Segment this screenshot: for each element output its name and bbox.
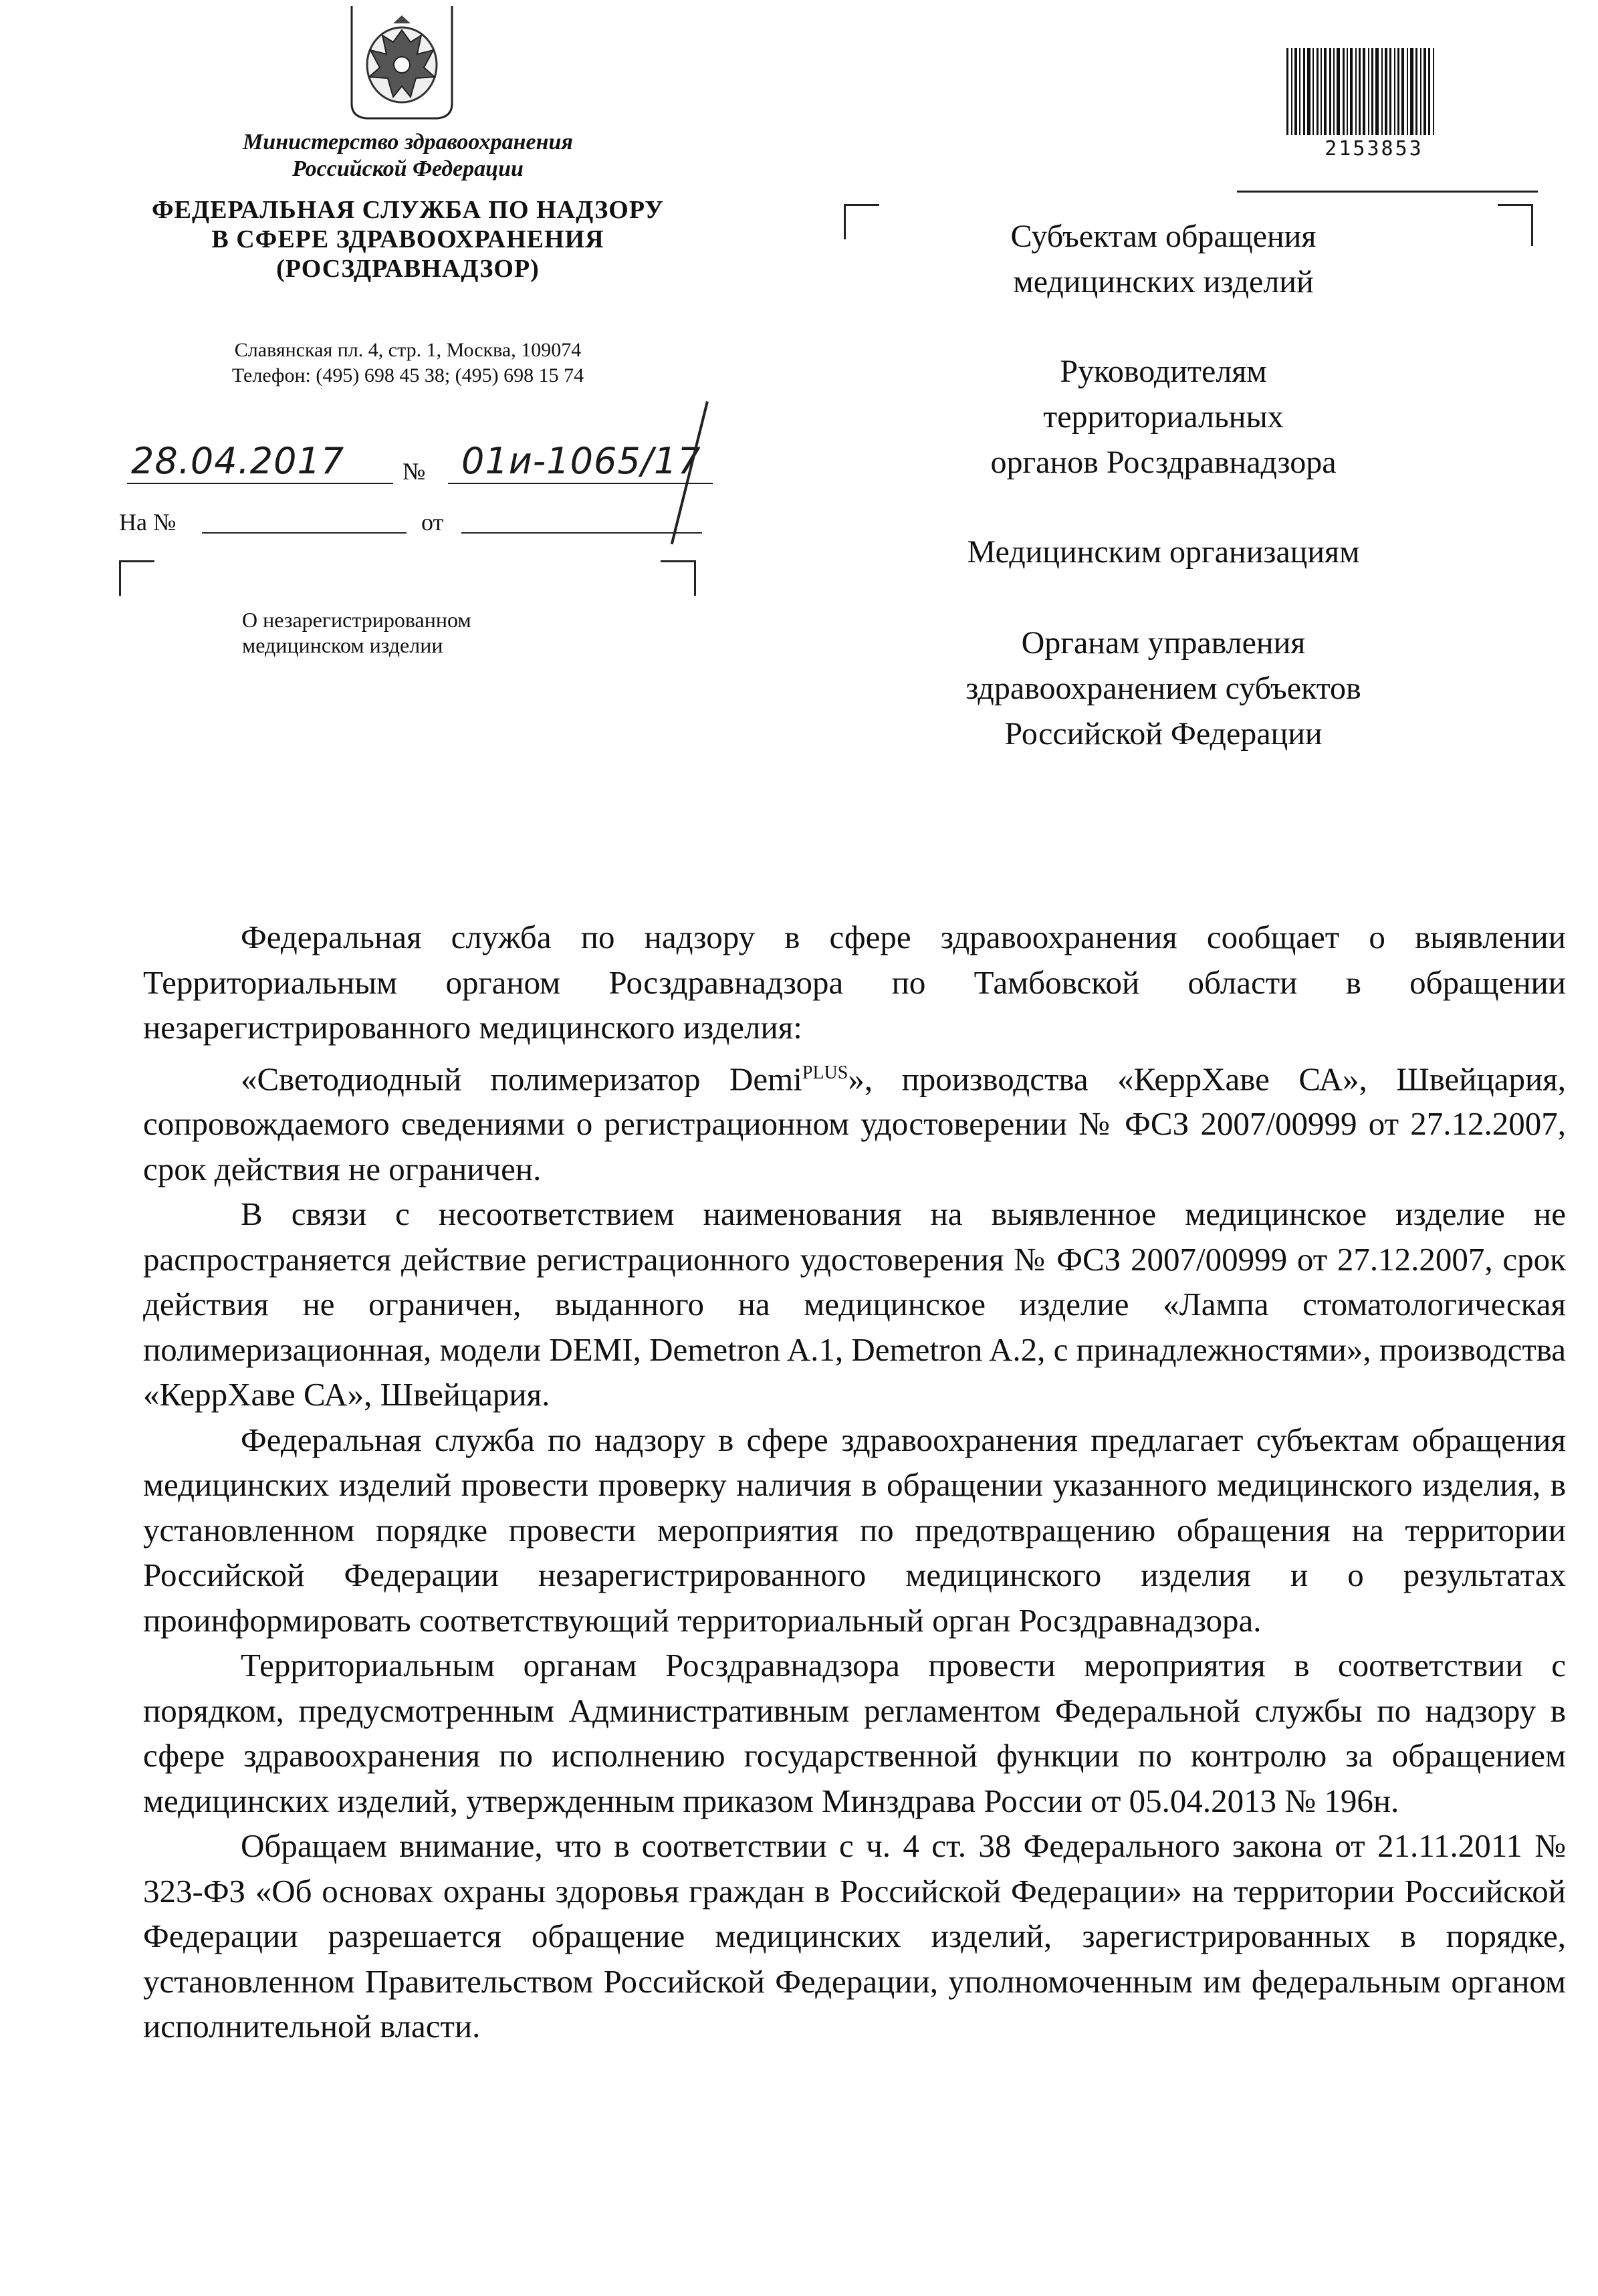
barcode-bar — [1312, 48, 1314, 135]
barcode-bar — [1375, 48, 1379, 135]
barcode-bar — [1394, 48, 1395, 135]
ministry-line-1: Министерство здравоохранения — [243, 130, 573, 154]
service-name — [100, 195, 715, 283]
barcode-bar — [1343, 48, 1345, 135]
number-field-line — [448, 483, 713, 484]
body-paragraph-3: В связи с несоответствием наименования на выявленное медицинское изделие не распространяется действие регистрационного удостоверения № ФСЗ 2007/00999 от 27.12.2007, срок действия не ограничен, выданного на медицинское изделие «Лампа стоматологическая полимеризационная, модели DEMI, Demetron A.1, Demetron A.2, с принадлежностями», производства «КеррХаве СА», Швейцария. — [143, 1195, 1566, 1413]
barcode-bar — [1299, 48, 1300, 135]
body-paragraph-5: Территориальным органам Росздравнадзора провести мероприятия в соответствии с порядком, предусмотренным Административным регламентом Федеральной службы по надзору в сфере здравоохранения по исполнению государственной функции по контролю за обращением медицинских изделий, утвержденным приказом Минздрава России от 05.04.2013 № 196н. — [143, 1647, 1566, 1819]
body-paragraph-1: Федеральная служба по надзору в сфере здравоохранения сообщает о выявлении Территориальным органом Росздравнадзора по Тамбовской области в обращении незарегистрированного медицинского изделия: — [143, 919, 1566, 1046]
barcode-bar — [1359, 48, 1361, 135]
barcode-bar — [1415, 48, 1417, 135]
barcode-bar — [1389, 48, 1391, 135]
barcode-bar — [1401, 48, 1404, 135]
coat-of-arms-icon — [346, 3, 457, 122]
product-details: », производства «КеррХаве СА», Швейцария, сопровождаемого сведениями о регистрационном удостоверении № ФСЗ 2007/00999 от 27.12.2007, срок действия не ограничен. — [143, 1060, 1567, 1187]
recipient-2-line-1: Руководителям — [1060, 354, 1267, 389]
address-line: Славянская пл. 4, стр. 1, Москва, 109074 — [234, 339, 582, 361]
barcode-bar — [1371, 48, 1373, 135]
barcode-bar — [1350, 48, 1353, 135]
outgoing-date: 28.04.2017 — [131, 440, 345, 482]
service-line-2: В СФЕРЕ ЗДРАВООХРАНЕНИЯ — [211, 225, 604, 253]
barcode-bar — [1407, 48, 1408, 135]
outgoing-number: 01и-1065/17 — [461, 440, 701, 482]
barcode-number: 2153853 — [1325, 137, 1423, 160]
barcode-bar — [1333, 48, 1335, 135]
barcode-bar — [1291, 48, 1292, 135]
barcode-bar — [1381, 48, 1383, 135]
body-paragraph-6: Обращаем внимание, что в соответствии с ч. 4 ст. 38 Федерального закона от 21.11.2011 № 323-ФЗ «Об основах охраны здоровья граждан в Российской Федерации» на территории Российской Федерации разрешается обращение медицинских изделий, зарегистрированных в порядке, установленном Правительством Российской Федерации, уполномоченным им федеральным органом исполнительной власти. — [143, 1827, 1566, 2045]
barcode-bar — [1410, 48, 1413, 135]
product-name: «Светодиодный полимеризатор Demi — [241, 1060, 802, 1097]
recipient-2 — [909, 349, 1417, 485]
ministry-name — [134, 129, 682, 183]
service-line-3: (РОСЗДРАВНАДЗОР) — [276, 255, 540, 283]
barcode-bar — [1286, 48, 1288, 135]
recipient-3-line-1: Медицинским организациям — [967, 534, 1360, 570]
subject-bracket-right — [661, 560, 696, 596]
barcode-bar — [1385, 48, 1387, 135]
recipient-1 — [909, 214, 1417, 305]
barcode-bar — [1324, 48, 1327, 135]
recipient-4 — [909, 620, 1417, 757]
reply-from-label: от — [421, 509, 444, 536]
body-paragraph-2 — [143, 1050, 1566, 1192]
barcode-bar — [1321, 48, 1322, 135]
subject-line-1: О незарегистрированном — [242, 608, 471, 632]
barcode-bar — [1423, 48, 1426, 135]
service-line-1: ФЕДЕРАЛЬНАЯ СЛУЖБА ПО НАДЗОРУ — [152, 196, 664, 224]
recipient-1-line-2: медицинских изделий — [1013, 264, 1314, 300]
barcode-bar — [1307, 48, 1310, 135]
recipient-4-line-3: Российской Федерации — [1004, 716, 1323, 752]
barcode-bar — [1317, 48, 1319, 135]
barcode-bar — [1428, 48, 1430, 135]
recipient-2-line-2: территориальных — [1043, 399, 1284, 435]
body-paragraph-4: Федеральная служба по надзору в сфере здравоохранения предлагает субъектам обращения медицинских изделий провести проверку наличия в обращении указанного медицинского изделия, в установленном порядке провести мероприятия по предотвращению обращения на территории Российской Федерации незарегистрированного медицинского изделия и о результатах проинформировать соответствующий территориальный орган Росздравнадзора. — [143, 1421, 1566, 1639]
barcode-bar — [1337, 48, 1340, 135]
letter-body — [143, 915, 1566, 2049]
address-block — [154, 338, 662, 388]
recipient-2-line-3: органов Росздравнадзора — [990, 445, 1337, 480]
reply-from-line — [461, 532, 702, 534]
ministry-line-2: Российской Федерации — [292, 156, 524, 181]
barcode-bar — [1329, 48, 1331, 135]
recipient-rule — [1237, 191, 1538, 193]
reply-number-line — [202, 532, 407, 534]
product-superscript: PLUS — [802, 1062, 848, 1083]
barcode-bar — [1355, 48, 1357, 135]
barcode-bar — [1363, 48, 1365, 135]
barcode-icon — [1284, 48, 1464, 135]
subject-line-2: медицинском изделии — [242, 633, 443, 657]
barcode-bar — [1420, 48, 1421, 135]
barcode-bar — [1303, 48, 1305, 135]
recipient-4-line-2: здравоохранением субъектов — [965, 671, 1361, 706]
subject-block — [242, 607, 590, 658]
number-label: № — [403, 458, 426, 485]
subject-bracket-left — [119, 560, 154, 596]
date-field-line — [127, 483, 393, 484]
recipient-3 — [909, 530, 1417, 575]
reply-number-label: На № — [119, 509, 177, 536]
barcode-bar — [1397, 48, 1399, 135]
phone-line: Телефон: (495) 698 45 38; (495) 698 15 74 — [231, 364, 584, 386]
barcode-bar — [1433, 48, 1434, 135]
recipient-bracket-left — [844, 204, 879, 239]
recipient-4-line-1: Органам управления — [1021, 625, 1306, 661]
barcode-bar — [1347, 48, 1348, 135]
recipient-bracket-right — [1498, 204, 1533, 246]
recipient-1-line-1: Субъектам обращения — [1010, 219, 1317, 254]
barcode-bar — [1294, 48, 1297, 135]
barcode-bar — [1368, 48, 1369, 135]
